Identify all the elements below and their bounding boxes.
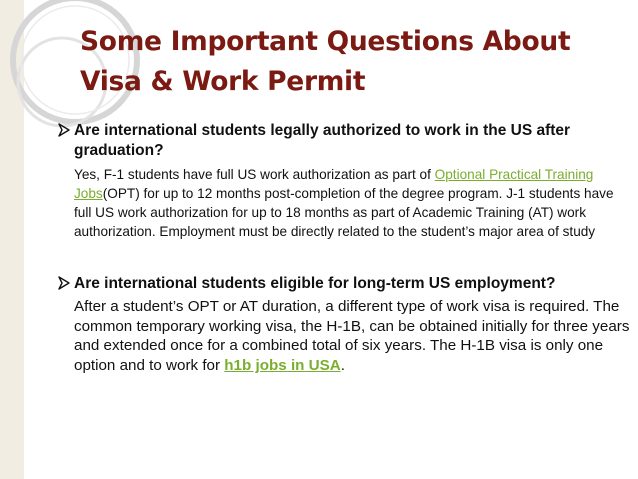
answer-text-end: . [340,356,345,374]
slide-title [80,22,620,102]
question-text: Are international students eligible for long-term US employment? [74,275,556,292]
slide-content [58,121,630,375]
answer-text [74,165,630,241]
opt-jobs-link[interactable]: Optional Practical Training Jobs [74,167,594,201]
answer-text-start: Yes, F-1 students have full US work authorization as part of [74,167,435,182]
question-text: Are international students legally authorized to work in the US after graduation? [74,122,571,159]
slide-title-line2: Visa & Work Permit [80,66,366,97]
answer-text [74,297,630,375]
qa-item-opt [58,121,630,241]
answer-text-start: After a student’s OPT or AT duration, a different type of work visa is required. The common temporary working visa, the H-1B, can be obtained initially for three years and extended once for a combined total of six years. The H-1B visa is only one option and to work for [74,298,630,374]
slide-title-line1: Some Important Questions About [80,26,571,57]
arrow-bullet-icon [58,276,70,290]
qa-item-h1b [58,274,630,375]
answer-text-end: (OPT) for up to 12 months post-completion of the degree program. J-1 students have full US work authorization for up to 18 months as part of Academic Training (AT) work authorization. Employment must be directly related to the student’s major area of study [74,186,614,239]
arrow-bullet-icon [58,123,70,137]
h1b-jobs-link[interactable]: h1b jobs in USA [224,356,341,374]
